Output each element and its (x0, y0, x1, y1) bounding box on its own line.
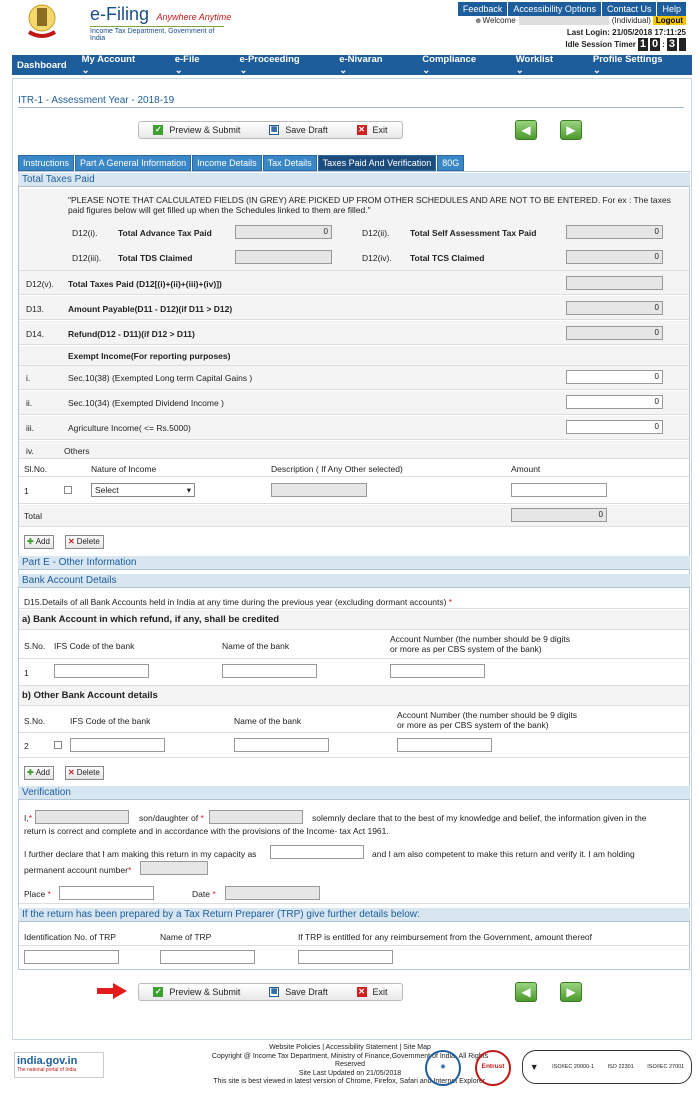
self-assessment-label: Total Self Assessment Tax Paid (410, 228, 537, 238)
button-label: Exit (372, 124, 388, 135)
button-label: Exit (372, 986, 388, 997)
tcs-label: Total TCS Claimed (410, 253, 485, 263)
amount-payable-field: 0 (566, 301, 663, 315)
welcome-label: Welcome (482, 16, 516, 25)
button-label: Save Draft (285, 124, 328, 135)
tab-tax-details[interactable]: Tax Details (263, 155, 317, 171)
code: D14. (26, 329, 44, 339)
close-icon: ✕ (358, 125, 365, 135)
col-header: Nature of Income (91, 464, 157, 474)
col-header: Description ( If Any Other selected) (271, 464, 403, 474)
footer-links[interactable]: Website Policies | Accessibility Statement | Site Map (269, 1044, 431, 1051)
code: iii. (26, 423, 35, 433)
entrust-badge: Entrust (475, 1050, 511, 1086)
nav-eproceeding[interactable] (230, 54, 330, 76)
arrow-right-icon: ▶ (566, 123, 576, 137)
action-bar-top (138, 121, 403, 139)
save-draft-button[interactable] (269, 987, 328, 998)
iso-certifications (522, 1050, 692, 1084)
chevron-down-icon: ⌄ (174, 65, 183, 76)
delete-bank-button[interactable] (65, 766, 104, 780)
delete-row-button[interactable] (65, 535, 104, 549)
code: D12(v). (26, 279, 54, 289)
tab-part-a[interactable]: Part A General Information (75, 155, 191, 171)
code: ii. (26, 398, 33, 408)
col-header: IFS Code of the bank (54, 641, 135, 651)
iso-cert: ISO/IEC 20000-1 (552, 1064, 595, 1070)
d15-label: D15.Details of all Bank Accounts held in India at any time during the previous year (excluding dormant accounts) (24, 597, 447, 607)
accessibility-link[interactable]: Accessibility Options (508, 2, 601, 16)
plus-icon: ✚ (27, 537, 34, 546)
agri-income-label: Agriculture Income( <= Rs.5000) (68, 423, 191, 433)
nav-label: Profile Settings (592, 54, 663, 65)
timer-digit: 1 (639, 38, 647, 50)
nav-label: e-Nivaran (339, 54, 383, 65)
bank-b-ifsc-input[interactable] (70, 738, 165, 752)
code: D13. (26, 304, 44, 314)
row-others (19, 441, 689, 459)
chevron-down-icon: ⌄ (515, 65, 524, 76)
tab-taxes-paid[interactable]: Taxes Paid And Verification (318, 155, 437, 171)
row-number: 1 (24, 668, 29, 678)
idle-label: Idle Session Timer (565, 40, 636, 49)
col-header: If TRP is entitled for any reimbursement from the Government, amount thereof (298, 932, 593, 942)
footer-copyright: Reserved (335, 1061, 365, 1068)
tds-field-redacted (235, 250, 332, 264)
further-line1: I further declare that I am making this return in my capacity as (24, 849, 257, 859)
declare-line2: return is correct and complete and in accordance with the provisions of the Income- tax Act 1961. (24, 826, 389, 836)
nav-compliance[interactable] (412, 54, 505, 76)
total-taxes-label: Total Taxes Paid (D12[(i)+(ii)+(iii)+(iv)]) (68, 279, 222, 289)
brand-tagline: Anywhere Anytime (156, 12, 232, 22)
prev-tab-button[interactable] (515, 982, 537, 1002)
brand-subtitle: Income Tax Department, Government of India (90, 26, 224, 42)
main-nav (12, 55, 692, 75)
chevron-down-icon: ⌄ (239, 65, 248, 76)
nav-dashboard[interactable]: Dashboard (17, 59, 67, 71)
emblem-logo-icon (26, 2, 84, 40)
arrow-right-icon: ▶ (566, 985, 576, 999)
advance-tax-label: Total Advance Tax Paid (118, 228, 212, 238)
amount-input[interactable] (511, 483, 607, 497)
user-icon: ☻ (474, 16, 483, 25)
code: i. (26, 373, 31, 383)
place-input[interactable] (59, 886, 154, 900)
prev-tab-button[interactable] (515, 120, 537, 140)
bank-b-account-input[interactable] (397, 738, 492, 752)
note-text: "PLEASE NOTE THAT CALCULATED FIELDS (IN GREY) ARE PICKED UP FROM OTHER SCHEDULES AND ARE NOT TO BE ENTERED. For ex : The taxes paid figures below will get filled up when the Schedules linked to them are filled." (68, 195, 671, 215)
pan-label (24, 864, 131, 876)
son-text: son/daughter of (139, 813, 199, 823)
button-label: Delete (76, 768, 100, 777)
exempt-dividend-label: Sec.10(34) (Exempted Dividend Income ) (68, 398, 224, 408)
last-login: Last Login: 21/05/2018 17:11:25 (566, 28, 686, 37)
place-label (24, 888, 51, 900)
date-text: Date (192, 889, 210, 899)
d15-text (24, 596, 452, 608)
tab-instructions[interactable]: Instructions (18, 155, 74, 171)
row-number: 2 (24, 741, 29, 751)
nav-label: My Account (81, 54, 136, 65)
nav-profile-settings[interactable] (583, 54, 692, 76)
son-label (139, 812, 204, 824)
plus-icon: ✚ (27, 768, 34, 777)
timer-digit: 0 (652, 38, 659, 50)
description-field (271, 483, 367, 497)
exit-button[interactable] (357, 987, 388, 998)
timer-digit: 3 (668, 38, 675, 50)
save-icon: ▦ (270, 126, 278, 134)
bank-b-title: b) Other Bank Account details (22, 690, 158, 701)
trp-name-input[interactable] (160, 950, 255, 964)
action-bar-bottom (138, 983, 403, 1001)
button-label: Add (35, 537, 50, 546)
button-label: Preview & Submit (169, 986, 241, 997)
required-mark: * (127, 865, 132, 875)
date-label (192, 888, 216, 900)
timer-digit (679, 38, 686, 51)
tab-income-details[interactable]: Income Details (192, 155, 262, 171)
exempt-ltcg-input[interactable]: 0 (566, 370, 663, 384)
section-total-taxes: Total Taxes Paid (18, 173, 690, 187)
close-icon: ✕ (358, 987, 365, 997)
section-part-e: Part E - Other Information (18, 556, 690, 570)
date-field-redacted (225, 886, 320, 900)
chevron-down-icon: ⌄ (592, 65, 601, 76)
timer-colon: : (662, 40, 665, 49)
verif-i-label (24, 812, 32, 824)
code: iv. (26, 446, 34, 456)
add-bank-button[interactable] (24, 766, 54, 780)
pan-text: permanent account number (24, 865, 128, 875)
agri-income-input[interactable]: 0 (566, 420, 663, 434)
required-mark: * (212, 889, 216, 899)
bank-b-name-input[interactable] (234, 738, 329, 752)
chevron-down-icon: ⌄ (81, 65, 90, 76)
exit-button[interactable] (357, 125, 388, 136)
check-icon: ✓ (155, 987, 162, 997)
col-header-line: or more as per CBS system of the bank) (390, 644, 542, 654)
footer (0, 1040, 700, 1094)
tab-bar (18, 155, 465, 171)
others-label: Others (64, 446, 90, 456)
caret-down-icon: ▾ (186, 485, 191, 495)
delete-icon: ✕ (68, 537, 75, 546)
further-line2: and I am also competent to make this return and verify it. I am holding (372, 849, 635, 859)
col-header (390, 634, 570, 654)
select-value: Select (95, 485, 119, 495)
required-mark: * (28, 813, 33, 823)
section-verification: Verification (18, 786, 690, 800)
tcs-field: 0 (566, 250, 663, 264)
nav-label: e-Proceeding (239, 54, 300, 65)
capacity-input[interactable] (270, 845, 364, 859)
nav-enivaran[interactable] (329, 54, 412, 76)
col-header: Name of the bank (234, 716, 302, 726)
iso-cert: ISO/IEC 27001 (647, 1064, 685, 1070)
amount-payable-label: Amount Payable(D11 - D12)(if D11 > D12) (68, 304, 233, 314)
tds-label: Total TDS Claimed (118, 253, 193, 263)
col-header: S.No. (24, 641, 46, 651)
footer-copyright: Copyright @ Income Tax Department, Ministry of Finance,Government of India. All Rights (211, 1052, 489, 1060)
total-field: 0 (511, 508, 607, 522)
nav-label: Compliance (422, 54, 477, 65)
nav-label: e-File (174, 54, 200, 65)
save-draft-button[interactable] (269, 125, 328, 136)
arrow-left-icon: ◀ (521, 985, 531, 999)
nature-income-select[interactable] (91, 483, 195, 497)
col-header: Name of TRP (160, 932, 212, 942)
delete-icon: ✕ (68, 768, 75, 777)
place-text: Place (24, 889, 46, 899)
total-label: Total (24, 511, 42, 521)
bsi-logo-icon: ▼ (529, 1062, 539, 1072)
col-header: Amount (511, 464, 541, 474)
logout-button[interactable]: Logout (653, 16, 686, 25)
row-number: 1 (24, 486, 29, 496)
button-label: Delete (76, 537, 100, 546)
col-header: Identification No. of TRP (24, 932, 116, 942)
brand-title: e-Filing (90, 4, 150, 24)
row-checkbox[interactable] (64, 486, 72, 494)
contact-link[interactable]: Contact Us (602, 2, 657, 16)
brand[interactable] (90, 4, 231, 42)
bank-a-account-input[interactable] (390, 664, 485, 678)
code: D12(i). (72, 228, 98, 238)
button-label: Save Draft (285, 986, 328, 997)
trp-amount-input[interactable] (298, 950, 393, 964)
required-mark: * (200, 813, 204, 823)
check-icon: ✓ (155, 125, 162, 135)
code: D12(iv). (362, 253, 392, 263)
preview-submit-button[interactable] (153, 987, 240, 998)
chevron-down-icon: ⌄ (339, 65, 348, 76)
role-label: (Individual) (611, 16, 651, 25)
next-tab-button[interactable] (560, 982, 582, 1002)
bank-a-name-input[interactable] (222, 664, 317, 678)
arrow-right-icon (97, 983, 127, 999)
footer-best: This site is best viewed in latest version of Chrome, Firefox, Safari and Internet Explorer. (213, 1078, 487, 1085)
help-link[interactable]: Help (657, 2, 686, 16)
col-header: Name of the bank (222, 641, 290, 651)
bank-a-ifsc-input[interactable] (54, 664, 149, 678)
exempt-ltcg-label: Sec.10(38) (Exempted Long term Capital Gains ) (68, 373, 253, 383)
code: D12(ii). (362, 228, 390, 238)
india-gov-logo[interactable] (14, 1052, 104, 1078)
required-mark: * (448, 597, 453, 607)
col-header: Sl.No. (24, 464, 48, 474)
refund-label: Refund(D12 - D11)(if D12 > D11) (68, 329, 195, 339)
bank-a-title: a) Bank Account in which refund, if any, shall be credited (22, 614, 280, 625)
header (0, 0, 700, 54)
nav-worklist[interactable] (506, 54, 583, 76)
save-icon: ▦ (270, 988, 278, 996)
total-taxes-field-redacted (566, 276, 663, 290)
arrow-left-icon: ◀ (521, 123, 531, 137)
button-label: Preview & Submit (169, 124, 241, 135)
exempt-title: Exempt Income(For reporting purposes) (68, 351, 231, 361)
indgov-sub: The national portal of India (17, 1067, 77, 1073)
chevron-down-icon: ⌄ (422, 65, 431, 76)
col-header: S.No. (24, 716, 46, 726)
nav-label: Worklist (515, 54, 554, 65)
col-header-line: Account Number (the number should be 9 digits (390, 634, 571, 644)
declare-line1: solemnly declare that to the best of my knowledge and belief, the information given in the (312, 813, 647, 823)
advance-tax-field: 0 (235, 225, 332, 239)
col-header (397, 710, 577, 730)
button-label: Add (35, 768, 50, 777)
feedback-link[interactable]: Feedback (458, 2, 508, 16)
certification-badge-icon: ◉ (425, 1050, 461, 1086)
code: D12(iii). (72, 253, 102, 263)
section-bank-details: Bank Account Details (18, 574, 690, 588)
nav-my-account[interactable] (72, 54, 165, 76)
verif-i-text: I, (24, 813, 29, 823)
indgov-text: india.gov.in (17, 1055, 78, 1067)
col-header-line: Account Number (the number should be 9 digits (397, 710, 578, 720)
col-header: IFS Code of the bank (70, 716, 151, 726)
father-name-redacted (209, 810, 303, 824)
col-header-line: or more as per CBS system of the bank) (397, 720, 549, 730)
page-title: ITR-1 - Assessment Year - 2018-19 (18, 95, 684, 108)
section-trp: If the return has been prepared by a Tax Return Preparer (TRP) give further details below: (18, 908, 690, 922)
add-row-button[interactable] (24, 535, 54, 549)
trp-id-input[interactable] (24, 950, 119, 964)
exempt-dividend-input[interactable]: 0 (566, 395, 663, 409)
row-checkbox[interactable] (54, 741, 62, 749)
nav-efile[interactable] (165, 54, 230, 76)
refund-field: 0 (566, 326, 663, 340)
next-tab-button[interactable] (560, 120, 582, 140)
required-mark: * (47, 889, 51, 899)
user-name-redacted (519, 16, 609, 25)
self-assessment-field: 0 (566, 225, 663, 239)
tab-80g[interactable]: 80G (437, 155, 464, 171)
footer-updated: Site Last Updated on 21/05/2018 (298, 1069, 402, 1077)
pan-field-redacted (140, 861, 208, 875)
preview-submit-button[interactable] (153, 125, 240, 136)
iso-cert: ISO 22301 (607, 1064, 634, 1070)
assessee-name-redacted (35, 810, 129, 824)
